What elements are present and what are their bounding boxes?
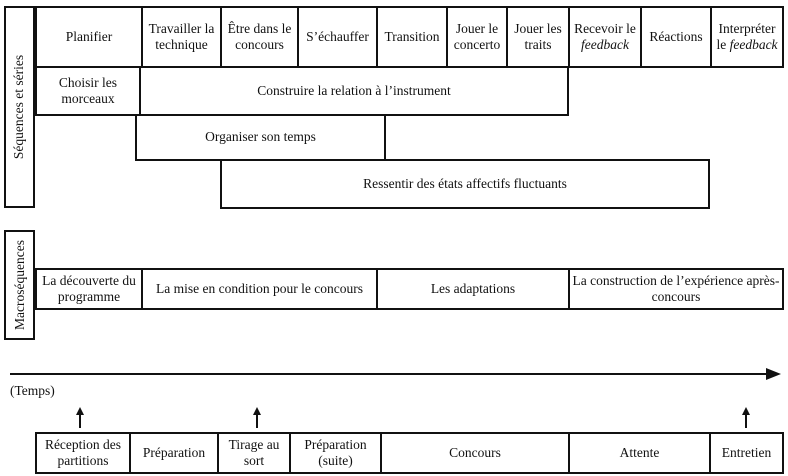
timeline-reception-partitions: Réception des partitions bbox=[44, 437, 122, 468]
sequences-row bbox=[35, 6, 784, 68]
seq-jouer-concerto: Jouer le concerto bbox=[446, 8, 506, 66]
seq-etre-concours: Être dans le concours bbox=[220, 8, 297, 66]
up-arrow-shaft-2 bbox=[256, 414, 258, 428]
seq-planifier: Planifier bbox=[65, 29, 113, 45]
macrosequences-label-text: Macroséquences bbox=[11, 240, 27, 330]
seq-echauffer: S’échauffer bbox=[297, 8, 376, 66]
macro-construction-experience: La construction de l’expérience après-concours bbox=[568, 270, 782, 308]
timeline-preparation: Préparation bbox=[129, 434, 217, 472]
time-axis-arrowhead bbox=[766, 368, 781, 380]
seq-interpreter-feedback: Interpréter le feedback bbox=[710, 8, 782, 66]
timeline-row bbox=[35, 432, 784, 474]
seq-travailler-technique: Travailler la technique bbox=[141, 8, 220, 66]
seq-jouer-traits: Jouer les traits bbox=[506, 8, 568, 66]
series-ressentir-etats: Ressentir des états affectifs fluctuants bbox=[220, 159, 710, 209]
macro-mise-en-condition: La mise en condition pour le concours bbox=[141, 270, 376, 308]
up-arrow-shaft-1 bbox=[79, 414, 81, 428]
series-organiser-temps: Organiser son temps bbox=[135, 114, 386, 161]
timeline-preparation-suite: Préparation (suite) bbox=[289, 434, 380, 472]
macrosequences-row bbox=[35, 268, 784, 310]
macrosequences-label bbox=[4, 230, 35, 340]
sequences-series-label bbox=[4, 6, 35, 208]
seq-recevoir-feedback: Recevoir le feedback bbox=[568, 8, 640, 66]
macro-adaptations: Les adaptations bbox=[376, 270, 568, 308]
seq-transition: Transition bbox=[376, 8, 446, 66]
macro-decouverte: La découverte du programme bbox=[42, 273, 136, 304]
timeline-concours: Concours bbox=[380, 434, 568, 472]
time-axis-label: (Temps) bbox=[10, 383, 55, 398]
seq-reactions: Réactions bbox=[640, 8, 710, 66]
up-arrow-shaft-3 bbox=[745, 414, 747, 428]
timeline-entretien: Entretien bbox=[709, 434, 782, 472]
timeline-tirage-au-sort: Tirage au sort bbox=[217, 434, 289, 472]
time-axis-line bbox=[10, 373, 775, 375]
series-construire-relation: Construire la relation à l’instrument bbox=[139, 66, 569, 116]
sequences-series-label-text: Séquences et séries bbox=[11, 54, 27, 160]
timeline-attente: Attente bbox=[568, 434, 709, 472]
series-choisir-morceaux: Choisir les morceaux bbox=[35, 66, 141, 116]
